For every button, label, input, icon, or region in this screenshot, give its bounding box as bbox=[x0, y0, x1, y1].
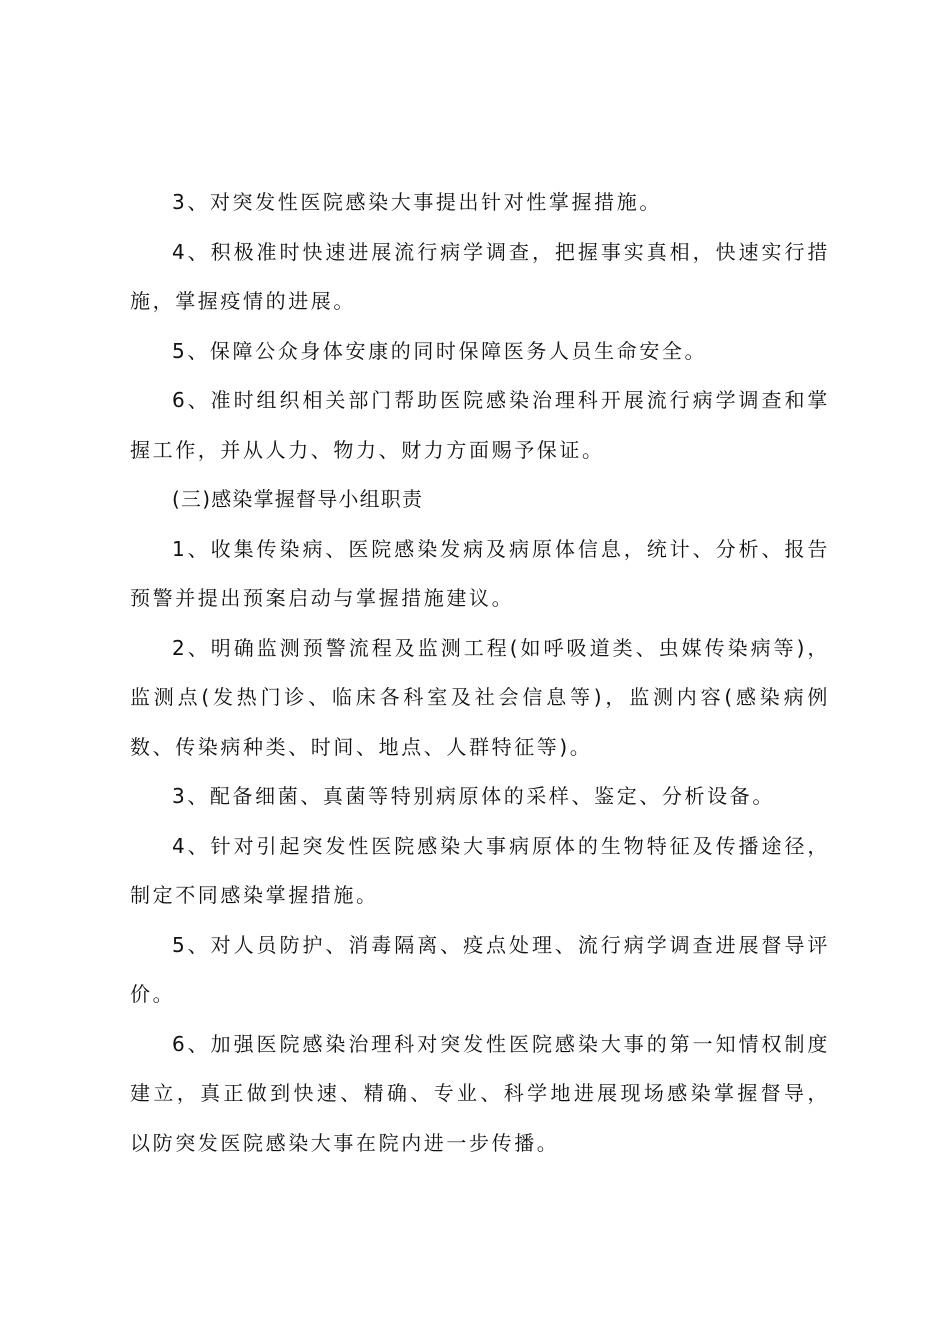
document-body bbox=[130, 178, 830, 1168]
paragraph-item-2-monitoring: 2、明确监测预警流程及监测工程(如呼吸道类、虫媒传染病等)，监测点(发热门诊、临床各科室及社会信息等)，监测内容(感染病例数、传染病种类、时间、地点、人群特征等)。 bbox=[130, 635, 830, 759]
section-heading: (三)感染掌握督导小组职责 bbox=[172, 487, 424, 511]
paragraph-item-4-control: 4、针对引起突发性医院感染大事病原体的生物特征及传播途径，制定不同感染掌握措施。 bbox=[130, 833, 830, 907]
paragraph-item-3-equipment: 3、配备细菌、真菌等特别病原体的采样、鉴定、分析设备。 bbox=[172, 784, 775, 808]
paragraph-item-6-organize: 6、准时组织相关部门帮助医院感染治理科开展流行病学调查和掌握工作，并从人力、物力、财力方面赐予保证。 bbox=[130, 388, 830, 462]
paragraph-item-5-supervision: 5、对人员防护、消毒隔离、疫点处理、流行病学调查进展督导评价。 bbox=[130, 932, 830, 1006]
paragraph-item-5-safety: 5、保障公众身体安康的同时保障医务人员生命安全。 bbox=[172, 338, 708, 363]
paragraph-item-1-collect: 1、收集传染病、医院感染发病及病原体信息，统计、分析、报告预警并提出预案启动与掌握措施建议。 bbox=[130, 536, 830, 610]
paragraph-item-4-investigation: 4、积极准时快速进展流行病学调查，把握事实真相，快速实行措施，掌握疫情的进展。 bbox=[130, 239, 830, 313]
paragraph-item-3-measures: 3、对突发性医院感染大事提出针对性掌握措施。 bbox=[172, 190, 662, 214]
paragraph-item-6-reporting: 6、加强医院感染治理科对突发性医院感染大事的第一知情权制度建立，真正做到快速、精确、专业、科学地进展现场感染掌握督导，以防突发医院感染大事在院内进一步传播。 bbox=[130, 1031, 830, 1155]
